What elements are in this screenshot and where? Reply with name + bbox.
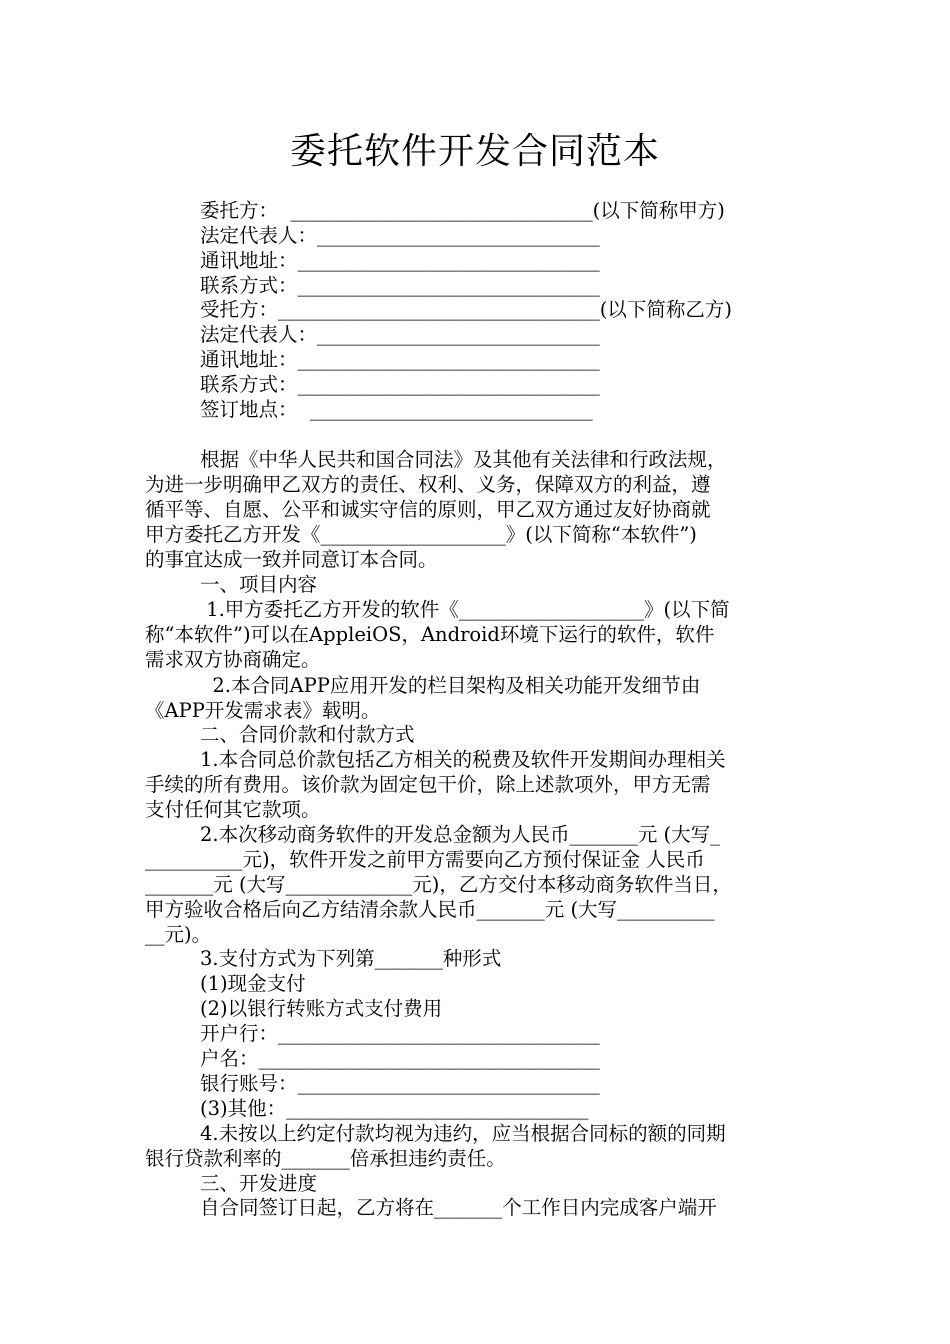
section-heading: 三、开发进度	[200, 1172, 318, 1195]
paragraph-line: 手续的所有费用。该价款为固定包干价，除上述款项外，甲方无需	[145, 773, 711, 796]
account-name-field: 户名：___________________________________	[200, 1047, 600, 1070]
paragraph-line: 银行贷款利率的_______倍承担违约责任。	[145, 1147, 506, 1170]
paragraph-line: 的事宜达成一致并同意订本合同。	[145, 548, 438, 571]
account-number-field: 银行账号：_______________________________	[200, 1072, 600, 1095]
section-heading: 一、项目内容	[200, 573, 318, 596]
paragraph-line: _______元 (大写_____________元)，乙方交付本移动商务软件当日，	[145, 873, 732, 896]
paragraph-line: 1.本合同总价款包括乙方相关的税费及软件开发期间办理相关	[200, 748, 726, 771]
list-item: (2)以银行转账方式支付费用	[200, 997, 443, 1020]
signing-place: 签订地点： _____________________________	[200, 398, 593, 421]
paragraph-line: 根据《中华人民共和国合同法》及其他有关法律和行政法规，	[200, 448, 727, 471]
paragraph-line: 为进一步明确甲乙双方的责任、权利、义务，保障双方的利益，遵	[145, 473, 711, 496]
paragraph-line: 2.本次移动商务软件的开发总金额为人民币_______元 (大写_	[200, 823, 720, 846]
paragraph-line: 自合同签订日起，乙方将在_______个工作日内完成客户端开	[200, 1196, 717, 1219]
paragraph-line: 称“本软件”)可以在AppleiOS，Android环境下运行的软件，软件	[145, 623, 715, 646]
paragraph-line: 循平等、自愿、公平和诚实守信的原则，甲乙双方通过友好协商就	[145, 498, 711, 521]
party-contractor-contact: 联系方式：_______________________________	[200, 373, 600, 396]
paragraph-line: 需求双方协商确定。	[145, 648, 321, 671]
party-client-legal-rep: 法定代表人：_____________________________	[200, 224, 600, 247]
paragraph-line: 2.本合同APP应用开发的栏目架构及相关功能开发细节由	[200, 674, 701, 697]
paragraph-line: 4.未按以上约定付款均视为违约，应当根据合同标的额的同期	[200, 1122, 726, 1145]
paragraph-line: 1.甲方委托乙方开发的软件《___________________》(以下简	[200, 598, 730, 621]
party-client-contact: 联系方式：_______________________________	[200, 274, 600, 297]
paragraph-line: __元)。	[145, 923, 212, 946]
paragraph-line: 3.支付方式为下列第_______种形式	[200, 947, 502, 970]
paragraph-line: 甲方委托乙方开发《___________________》(以下简称“本软件”)	[145, 523, 697, 546]
list-item: (1)现金支付	[200, 972, 306, 995]
section-heading: 二、合同价款和付款方式	[200, 723, 415, 746]
party-contractor-legal-rep: 法定代表人：_____________________________	[200, 323, 600, 346]
party-contractor-address: 通讯地址：_______________________________	[200, 348, 600, 371]
list-item: (3)其他：_______________________________	[200, 1097, 589, 1120]
paragraph-line: 《APP开发需求表》载明。	[145, 699, 381, 722]
party-contractor: 受托方：_________________________________(以下简称乙方)	[200, 298, 732, 321]
paragraph-line: 甲方验收合格后向乙方结清余款人民币_______元 (大写__________	[145, 898, 715, 921]
party-client-address: 通讯地址：_______________________________	[200, 249, 600, 272]
page-title: 委托软件开发合同范本	[289, 131, 660, 172]
paragraph-line: 支付任何其它款项。	[145, 798, 321, 821]
bank-field: 开户行：_________________________________	[200, 1022, 600, 1045]
party-client: 委托方： _______________________________(以下简称甲方)	[200, 199, 725, 222]
paragraph-line: __________元)，软件开发之前甲方需要向乙方预付保证金 人民币	[145, 848, 705, 871]
